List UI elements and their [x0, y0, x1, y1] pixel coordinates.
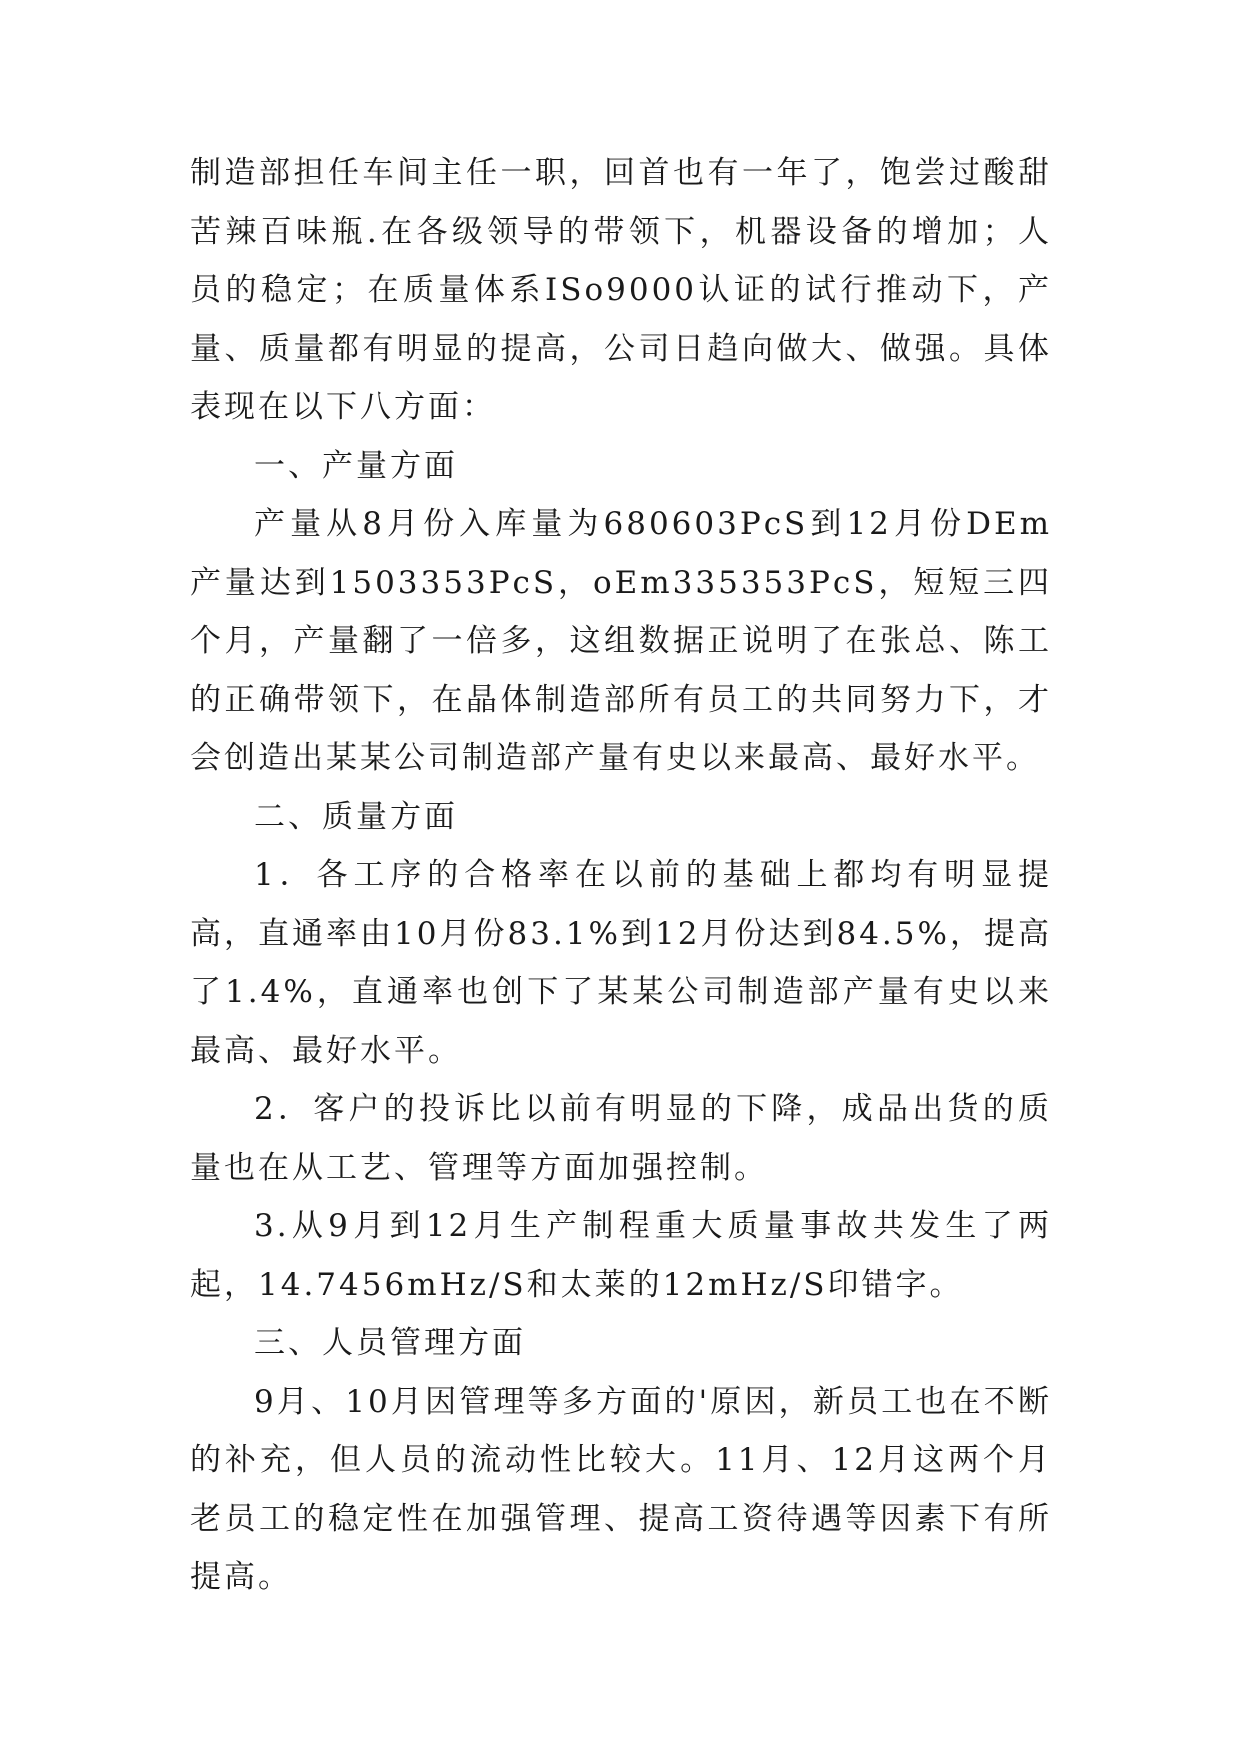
paragraph-quality-3: 3.从9月到12月生产制程重大质量事故共发生了两起，14.7456mHz/S和太莱的12mHz/S印错字。: [190, 1208, 1052, 1303]
document-body: [190, 144, 1052, 1607]
heading-output: 一、产量方面: [254, 447, 458, 484]
heading-quality: 二、质量方面: [254, 798, 458, 835]
paragraph-output: 产量从8月份入库量为680603PcS到12月份DEm产量达到1503353PcS，oEm335353PcS，短短三四个月，产量翻了一倍多，这组数据正说明了在张总、陈工的正确带领下，在晶体制造部所有员工的共同努力下，才会创造出某某公司制造部产量有史以来最高、最好水平。: [190, 506, 1052, 776]
heading-personnel: 三、人员管理方面: [254, 1325, 526, 1361]
paragraph-personnel: 9月、10月因管理等多方面的'原因，新员工也在不断的补充，但人员的流动性比较大。11月、12月这两个月老员工的稳定性在加强管理、提高工资待遇等因素下有所提高。: [190, 1383, 1052, 1595]
paragraph-intro: 制造部担任车间主任一职，回首也有一年了，饱尝过酸甜苦辣百味瓶.在各级领导的带领下，机器设备的增加；人员的稳定；在质量体系ISo9000认证的试行推动下，产量、质量都有明显的提高，公司日趋向做大、做强。具体表现在以下八方面：: [190, 155, 1052, 425]
paragraph-quality-2: 2．客户的投诉比以前有明显的下降，成品出货的质量也在从工艺、管理等方面加强控制。: [190, 1091, 1052, 1186]
paragraph-quality-1: 1．各工序的合格率在以前的基础上都均有明显提高，直通率由10月份83.1%到12月份达到84.5%，提高了1.4%，直通率也创下了某某公司制造部产量有史以来最高、最好水平。: [190, 857, 1052, 1069]
